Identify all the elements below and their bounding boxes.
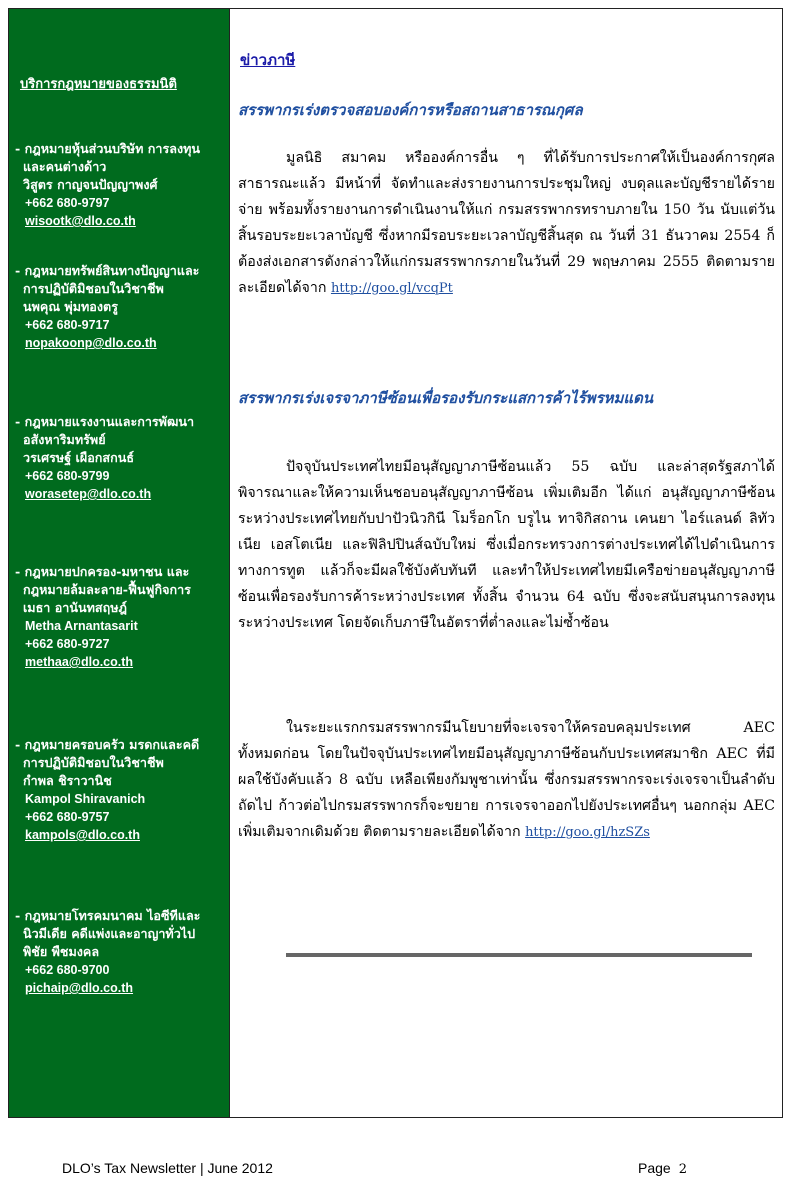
- contact-name: วรเศรษฐ์ เผือกสกนธ์: [23, 450, 135, 465]
- contact-topic: - กฎหมายหุ้นส่วนบริษัท การลงทุน: [15, 141, 201, 156]
- article-text: มูลนิธิ สมาคม หรือองค์การอื่น ๆ ที่ได้รับการประกาศให้เป็นองค์การกุศลสาธารณะแล้ว มีหน้าที่ จัดทำและส่งรายงานการประชุมใหญ่ งบดุลและบัญชีรายได้รายจ่าย พร้อมทั้งรายงานการดำเนินงานให้แก่ กรมสรรพากรทราบภายใน 150 วัน นับแต่วันสิ้นรอบระยะเวลาบัญชี ซึ่งหากมีรอบระยะเวลาบัญชีสิ้นสุด ณ วันที่ 31 ธันวาคม 2554 ก็ต้องส่งเอกสารดังกล่าวให้แก่กรมสรรพากรภายในวันที่ 29 พฤษภาคม 2555 ติดตามรายละเอียดได้จาก: [238, 150, 775, 296]
- article-text: ปัจจุบันประเทศไทยมีอนุสัญญาภาษีซ้อนแล้ว 55 ฉบับ และล่าสุดรัฐสภาได้พิจารณาและให้ความเห็นชอบอนุสัญญาภาษีซ้อน เพิ่มเติมอีก ได้แก่ อนุสัญญาภาษีซ้อนระหว่างประเทศไทยกับปาปัวนิวกินี โมร็อกโก บรูไน ทาจิกิสถาน เคนยา ไอร์แลนด์ ลิทัวเนีย เอสโตเนีย และฟิลิปปินส์ฉบับใหม่ ซึ่งเมื่อกระทรวงการต่างประเทศได้ไปดำเนินการทางการทูต แล้วก็จะมีผลใช้บังคับทันที และทำให้ประเทศไทยมีเครือข่ายอนุสัญญาภาษีซ้อนเพื่อรองรับการค้าระหว่างประเทศ ทั้งสิ้น จำนวน 64 ฉบับ ซึ่งจะสนับสนุนการลงทุนระหว่างประเทศ โดยจัดเก็บภาษีในอัตราที่ต่ำลงและไม่ซ้ำซ้อน: [238, 459, 775, 631]
- contact-name: นพคุณ พุ่มทองตรู: [23, 299, 118, 314]
- article-body: [238, 454, 775, 636]
- contact-topic: อสังหาริมทรัพย์: [23, 432, 106, 447]
- contact-card: [15, 736, 199, 844]
- contact-topic: - กฎหมายทรัพย์สินทางปัญญาและ: [15, 263, 200, 278]
- contact-topic: กฎหมายล้มละลาย-ฟื้นฟูกิจการ: [23, 582, 191, 597]
- contact-email-link[interactable]: worasetep@dlo.co.th: [25, 487, 152, 501]
- contact-topic: การปฏิบัติมิชอบในวิชาชีพ: [23, 755, 164, 770]
- article-headline: สรรพากรเร่งเจรจาภาษีซ้อนเพื่อรองรับกระแสการค้าไร้พรหมแดน: [238, 389, 654, 407]
- contact-phone: +662 680-9700: [25, 963, 110, 977]
- page-number: 2: [678, 1162, 687, 1177]
- contact-email-link[interactable]: nopakoonp@dlo.co.th: [25, 336, 157, 350]
- article-text: ในระยะแรกกรมสรรพากรมีนโยบายที่จะเจรจาให้ครอบคลุมประเทศ AEC ทั้งหมดก่อน โดยในปัจจุบันประเทศไทยมีอนุสัญญาภาษีซ้อนกับประเทศสมาชิก AEC ที่มีผลใช้บังคับแล้ว 8 ฉบับ เหลือเพียงกัมพูชาเท่านั้น ซึ่งกรมสรรพากรจะเร่งเจรจาเป็นลำดับถัดไป ก้าวต่อไปกรมสรรพากรก็จะขยาย การเจรจาออกไปยังประเทศอื่นๆ นอกกลุ่ม AEC เพิ่มเติมจากเดิมด้วย ติดตามรายละเอียดได้จาก: [238, 720, 775, 840]
- contact-card: [15, 413, 194, 503]
- contact-phone: +662 680-9797: [25, 196, 110, 210]
- article-body: [238, 145, 775, 302]
- contact-email-link[interactable]: kampols@dlo.co.th: [25, 828, 140, 842]
- contact-email-link[interactable]: wisootk@dlo.co.th: [25, 214, 136, 228]
- article-link[interactable]: http://goo.gl/hzSZs: [525, 825, 650, 840]
- contact-name: พิชัย พืชมงคล: [23, 944, 100, 959]
- contact-email-link[interactable]: pichaip@dlo.co.th: [25, 981, 134, 995]
- contact-name: เมธา อานันทสฤษฎ์: [23, 600, 127, 615]
- contact-card: [15, 563, 191, 671]
- contact-topic: การปฏิบัติมิชอบในวิชาชีพ: [23, 281, 164, 296]
- article-link[interactable]: http://goo.gl/vcqPt: [330, 281, 453, 296]
- divider: [286, 953, 752, 957]
- contact-card: [15, 907, 200, 997]
- footer-newsletter: DLO’s Tax Newsletter | June 2012: [62, 1160, 273, 1176]
- page-label: Page: [638, 1160, 671, 1176]
- sidebar-title: บริการกฎหมายของธรรมนิติ: [20, 77, 177, 92]
- contact-phone: +662 680-9717: [25, 318, 110, 332]
- contact-name: วิสูตร กาญจนปัญญาพงศ์: [23, 177, 158, 192]
- contact-topic: - กฎหมายโทรคมนาคม ไอซีทีและ: [15, 908, 201, 923]
- contact-phone: +662 680-9727: [25, 637, 110, 651]
- contact-email-link[interactable]: methaa@dlo.co.th: [25, 655, 134, 669]
- contact-topic: นิวมีเดีย คดีแพ่งและอาญาทั่วไป: [23, 926, 196, 941]
- contact-phone: +662 680-9799: [25, 469, 110, 483]
- section-label: ข่าวภาษี: [240, 51, 296, 69]
- article-body: [238, 715, 775, 846]
- contact-topic: - กฎหมายแรงงานและการพัฒนา: [15, 414, 195, 429]
- contact-phone: +662 680-9757: [25, 810, 110, 824]
- contact-topic: และคนต่างด้าว: [23, 159, 107, 174]
- contact-name: กำพล ชิราวานิช: [23, 773, 112, 788]
- contact-name-en: Metha Arnantasarit: [25, 619, 138, 633]
- contact-card: [15, 262, 199, 352]
- contact-card: [15, 140, 200, 230]
- contact-topic: - กฎหมายปกครอง-มหาชน และ: [15, 564, 190, 579]
- footer-page: [638, 1160, 687, 1177]
- contact-topic: - กฎหมายครอบครัว มรดกและคดี: [15, 737, 200, 752]
- sidebar: [9, 9, 230, 1117]
- contact-name-en: Kampol Shiravanich: [25, 792, 146, 806]
- article-headline: สรรพากรเร่งตรวจสอบองค์การหรือสถานสาธารณกุศล: [238, 101, 583, 119]
